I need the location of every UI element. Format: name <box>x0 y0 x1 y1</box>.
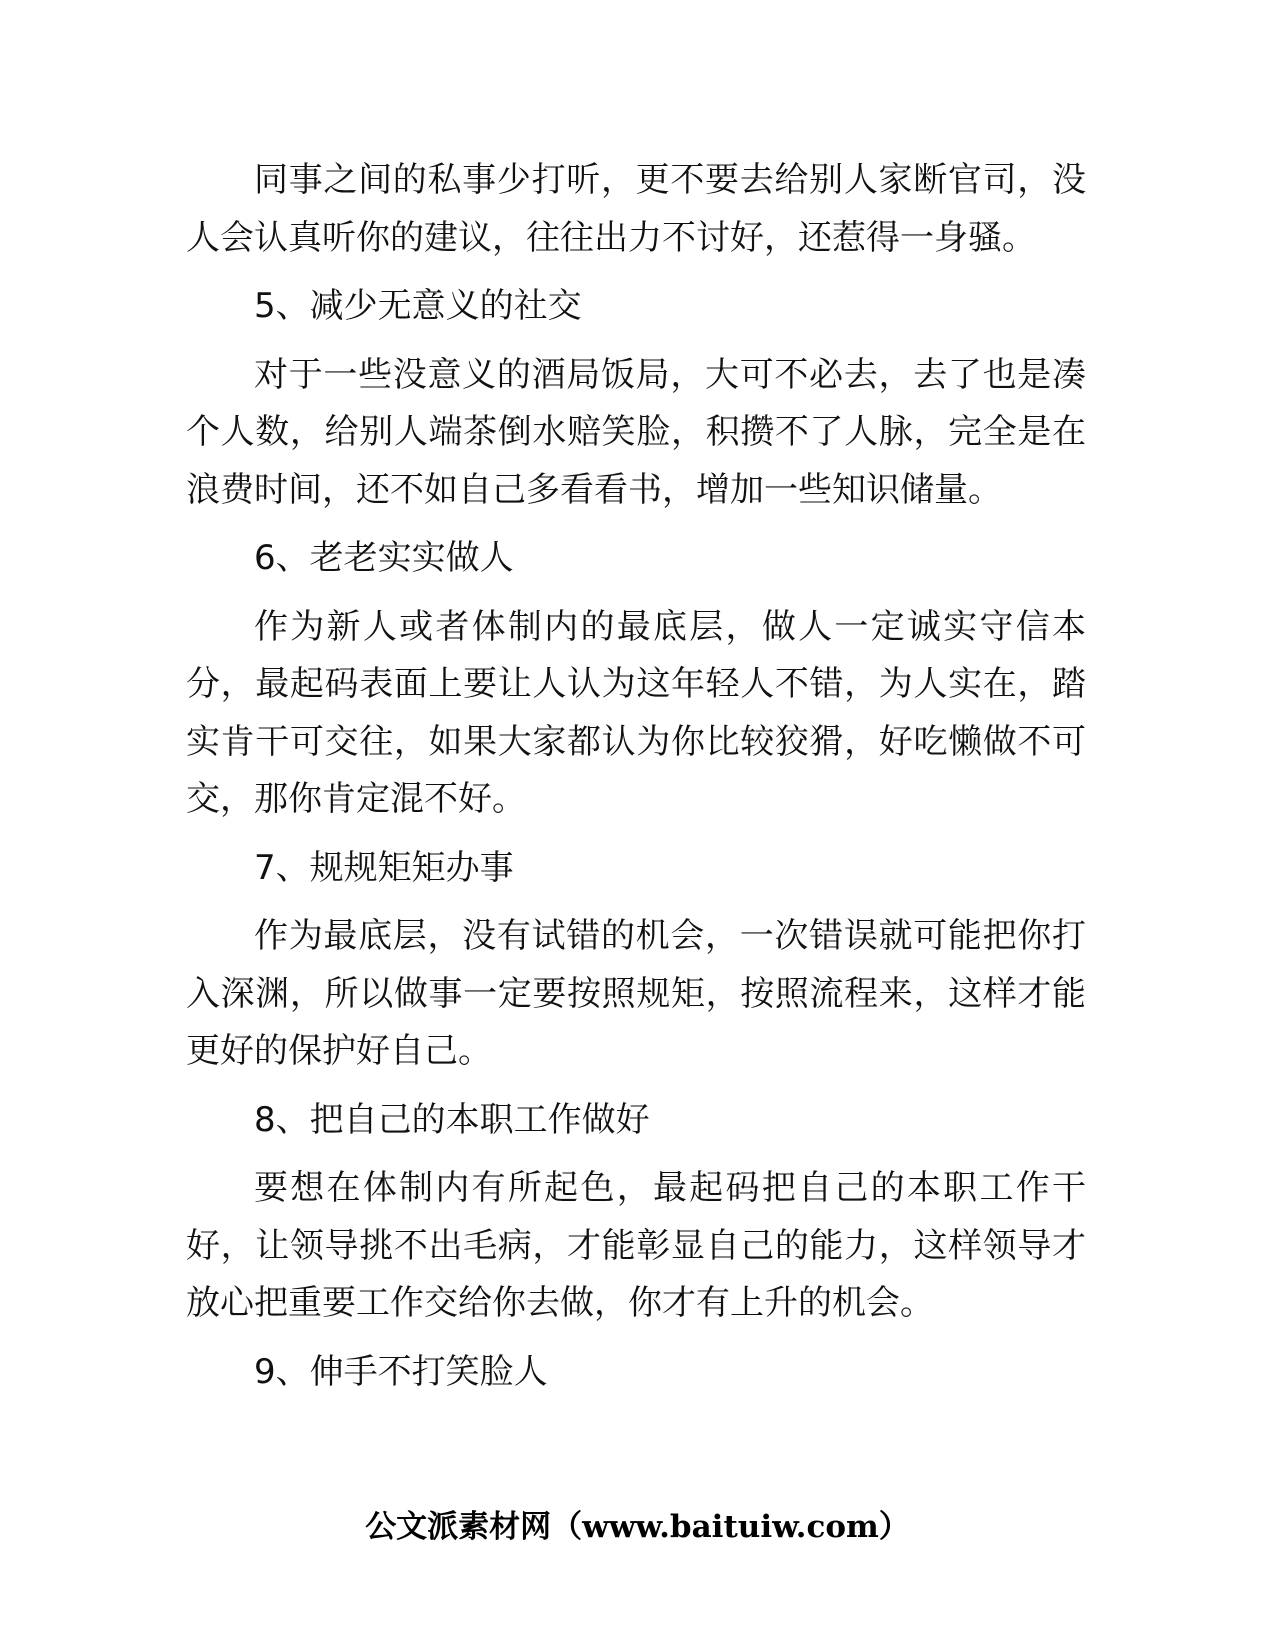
section-heading: 5、减少无意义的社交 <box>254 286 582 326</box>
paragraph: 作为新人或者体制内的最底层，做人一定诚实守信本分，最起码表面上要让人认为这年轻人不错，为人实在，踏实肯干可交往，如果大家都认为你比较狡猾，好吃懒做不可交，那你肯定混不好。 <box>186 606 1086 819</box>
section-heading: 6、老老实实做人 <box>254 538 514 578</box>
paragraph: 同事之间的私事少打听，更不要去给别人家断官司，没人会认真听你的建议，往往出力不讨好，还惹得一身骚。 <box>186 160 1086 258</box>
section-heading: 8、把自己的本职工作做好 <box>254 1099 650 1140</box>
page-footer-source: 公文派素材网（www.baituiw.com） <box>365 1509 910 1545</box>
section-heading: 7、规规矩矩办事 <box>254 847 514 888</box>
paragraph: 作为最底层，没有试错的机会，一次错误就可能把你打入深渊，所以做事一定要按照规矩，按照流程来，这样才能更好的保护好自己。 <box>186 916 1086 1071</box>
document-body <box>186 152 1086 1412</box>
paragraph: 对于一些没意义的酒局饭局，大可不必去，去了也是凑个人数，给别人端茶倒水赔笑脸，积攒不了人脉，完全是在浪费时间，还不如自己多看看书，增加一些知识储量。 <box>186 354 1086 510</box>
paragraph: 要想在体制内有所起色，最起码把自己的本职工作干好，让领导挑不出毛病，才能彰显自己的能力，这样领导才放心把重要工作交给你去做，你才有上升的机会。 <box>186 1168 1086 1323</box>
section-heading: 9、伸手不打笑脸人 <box>254 1351 548 1392</box>
